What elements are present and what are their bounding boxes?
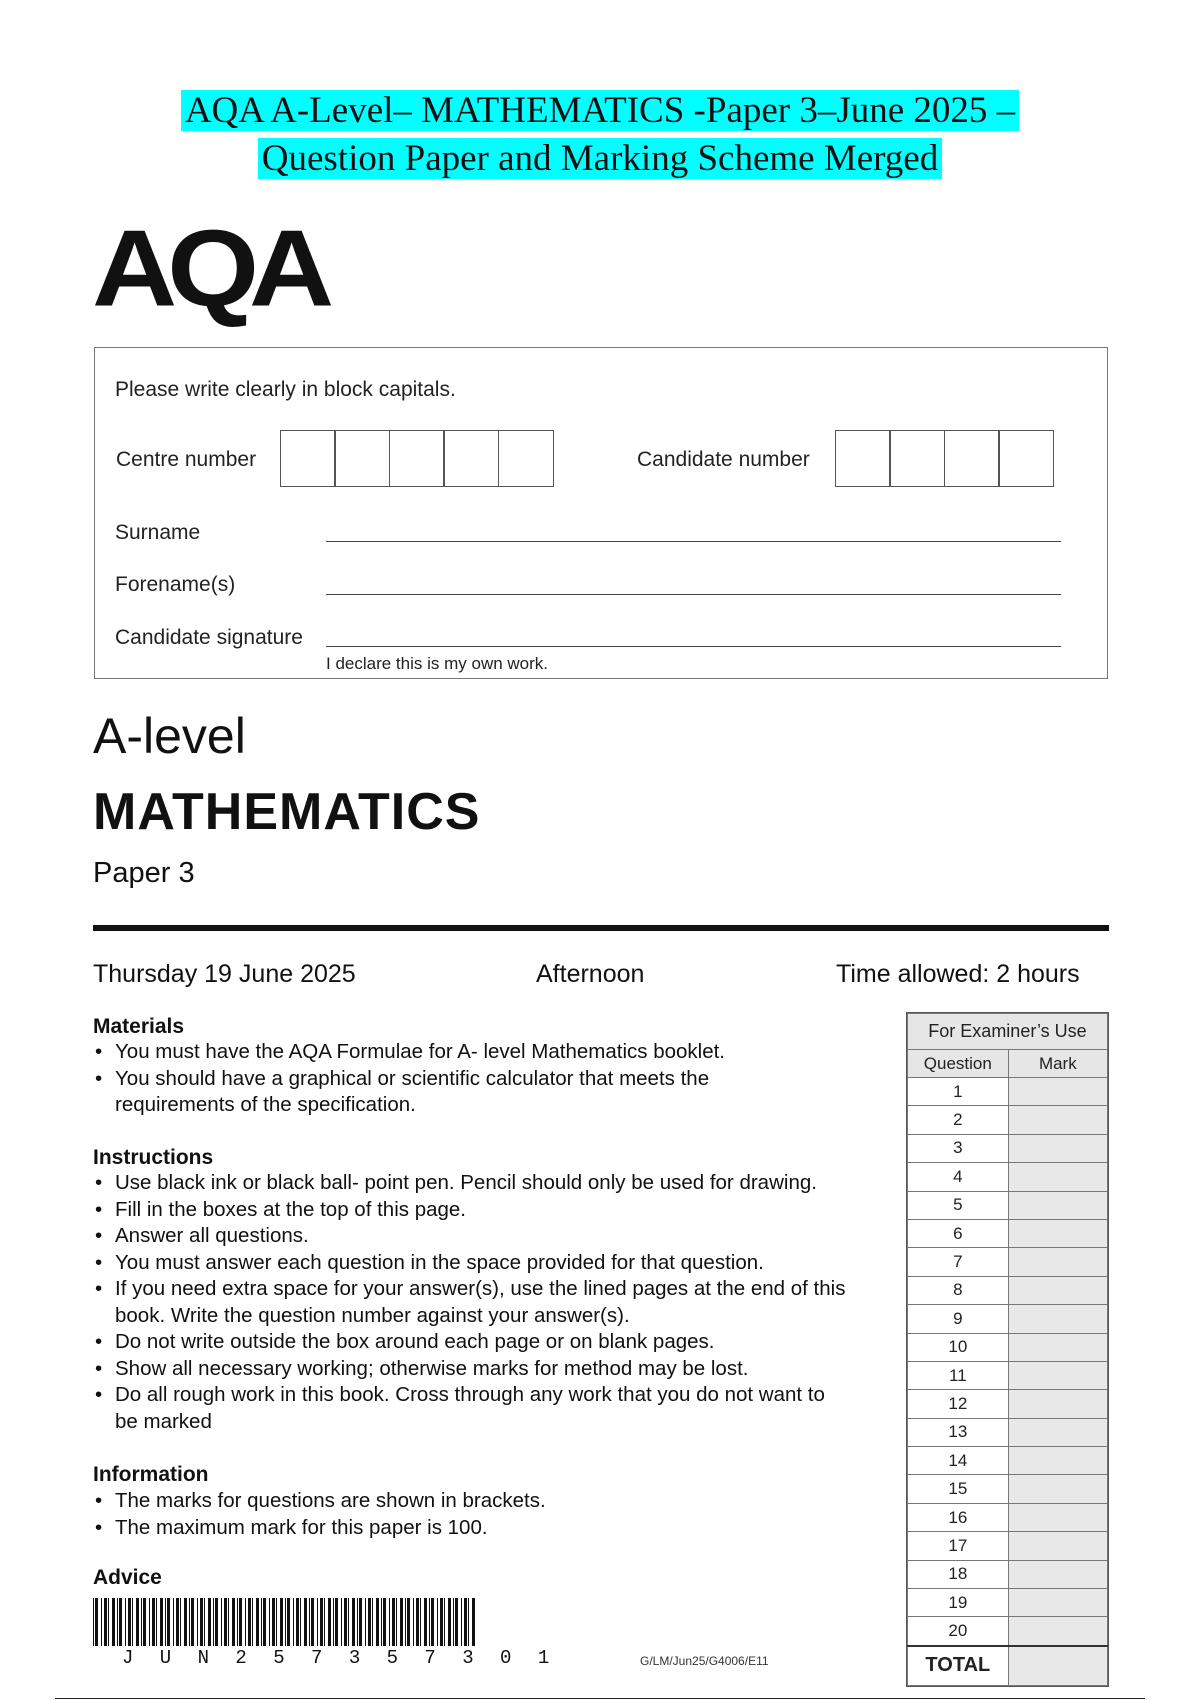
centre-number-digit-box[interactable]: [389, 430, 445, 487]
barcode-bar: [180, 1598, 181, 1646]
barcode-bar: [104, 1598, 107, 1646]
table-row: [908, 1589, 1108, 1617]
banner-subtitle-text: Question Paper and Marking Scheme Merged: [258, 138, 942, 179]
barcode-bar: [204, 1598, 205, 1646]
table-row: [908, 1106, 1108, 1134]
question-number-cell: 17: [908, 1532, 1009, 1560]
barcode-bar: [200, 1598, 203, 1646]
question-number-cell: 14: [908, 1447, 1009, 1475]
list-item: • You must answer each question in the space provided for that question.: [93, 1250, 883, 1277]
question-number-cell: 5: [908, 1191, 1009, 1219]
barcode-bar: [300, 1598, 301, 1646]
barcode-bar: [112, 1598, 115, 1646]
materials-list: [93, 1039, 883, 1119]
declaration-text: I declare this is my own work.: [326, 654, 549, 673]
barcode-bar: [176, 1598, 179, 1646]
paper-number: Paper 3: [93, 857, 195, 889]
barcode-bar: [324, 1598, 325, 1646]
barcode-bar: [455, 1598, 458, 1646]
list-item: • Do not write outside the box around each page or on blank pages.: [93, 1329, 883, 1356]
question-column-header: Question: [908, 1050, 1009, 1078]
barcode-bar: [320, 1598, 323, 1646]
aqa-logo: AQA: [92, 207, 325, 330]
time-allowed: Time allowed: 2 hours: [836, 960, 1080, 988]
question-number-cell: 2: [908, 1106, 1009, 1134]
barcode-bar: [344, 1598, 347, 1646]
table-row: [908, 1333, 1108, 1361]
barcode-bar: [101, 1598, 102, 1646]
surname-field[interactable]: [326, 541, 1061, 542]
table-row: [908, 1134, 1108, 1162]
examiner-table-title: For Examiner’s Use: [908, 1014, 1108, 1050]
barcode-bar: [149, 1598, 150, 1646]
mark-cell[interactable]: [1008, 1532, 1107, 1560]
barcode-bar: [252, 1598, 253, 1646]
barcode-bar: [119, 1598, 122, 1646]
barcode-bar: [93, 1598, 94, 1646]
instructions-list: [93, 1170, 883, 1435]
page-bottom-rule: [55, 1698, 1145, 1699]
centre-number-digit-box[interactable]: [280, 430, 336, 487]
barcode-bar: [453, 1598, 454, 1646]
list-item: • You should have a graphical or scientific calculator that meets the requirements of the specification.: [93, 1066, 775, 1119]
barcode-bar: [215, 1598, 218, 1646]
document-banner-line-2: [0, 136, 1200, 182]
paper-reference-code: G/LM/Jun25/G4006/E11: [640, 1654, 769, 1668]
barcode-bar: [311, 1598, 314, 1646]
barcode-bar: [152, 1598, 155, 1646]
barcode-bar: [173, 1598, 174, 1646]
question-number-cell: 9: [908, 1305, 1009, 1333]
table-row: [908, 1361, 1108, 1389]
mark-cell[interactable]: [1008, 1163, 1107, 1191]
mark-cell[interactable]: [1008, 1361, 1107, 1389]
candidate-number-digit-box[interactable]: [835, 430, 891, 487]
barcode: [93, 1598, 477, 1646]
barcode-bar: [335, 1598, 338, 1646]
table-row: [908, 1532, 1108, 1560]
barcode-bar: [365, 1598, 366, 1646]
barcode-bar: [287, 1598, 290, 1646]
mark-cell[interactable]: [1008, 1106, 1107, 1134]
barcode-bar: [143, 1598, 146, 1646]
forename-label: Forename(s): [115, 573, 236, 596]
barcode-bar: [95, 1598, 98, 1646]
mark-cell[interactable]: [1008, 1418, 1107, 1446]
list-item: • Do all rough work in this book. Cross through any work that you do not want to be marked: [93, 1382, 835, 1435]
mark-cell[interactable]: [1008, 1447, 1107, 1475]
table-row: [908, 1503, 1108, 1531]
barcode-bar: [381, 1598, 382, 1646]
mark-cell[interactable]: [1008, 1333, 1107, 1361]
question-number-cell: 3: [908, 1134, 1009, 1162]
barcode-bar: [248, 1598, 251, 1646]
centre-number-boxes[interactable]: [281, 430, 554, 487]
table-row: [908, 1078, 1108, 1106]
barcode-bar: [437, 1598, 438, 1646]
barcode-bar: [165, 1598, 166, 1646]
barcode-bar: [191, 1598, 194, 1646]
candidate-number-digit-box[interactable]: [944, 430, 1000, 487]
barcode-bar: [189, 1598, 190, 1646]
list-item: • Use black ink or black ball- point pen. Pencil should only be used for drawing.: [93, 1170, 883, 1197]
signature-field[interactable]: [326, 646, 1061, 647]
barcode-bar: [304, 1598, 307, 1646]
barcode-bar: [372, 1598, 373, 1646]
mark-cell[interactable]: [1008, 1248, 1107, 1276]
list-item: • If you need extra space for your answer(s), use the lined pages at the end of this book. Write the question number against your answer(s).: [93, 1276, 855, 1329]
barcode-bar: [280, 1598, 283, 1646]
centre-number-label: Centre number: [116, 448, 257, 471]
question-number-cell: 12: [908, 1390, 1009, 1418]
mark-cell[interactable]: [1008, 1617, 1107, 1646]
barcode-bar: [160, 1598, 163, 1646]
total-mark-cell[interactable]: [1008, 1646, 1107, 1686]
barcode-bar: [389, 1598, 390, 1646]
table-row: [908, 1163, 1108, 1191]
list-item: • The maximum mark for this paper is 100.: [93, 1515, 883, 1542]
candidate-number-digit-box[interactable]: [889, 430, 945, 487]
question-number-cell: 11: [908, 1361, 1009, 1389]
barcode-bar: [357, 1598, 358, 1646]
candidate-number-digit-box[interactable]: [998, 430, 1054, 487]
barcode-bar: [263, 1598, 266, 1646]
barcode-bar: [309, 1598, 310, 1646]
barcode-bar: [184, 1598, 187, 1646]
exam-date: Thursday 19 June 2025: [93, 960, 356, 988]
mark-cell[interactable]: [1008, 1078, 1107, 1106]
total-label: TOTAL: [908, 1646, 1009, 1686]
question-number-cell: 1: [908, 1078, 1009, 1106]
barcode-bar: [328, 1598, 331, 1646]
banner-title-text: AQA A-Level– MATHEMATICS -Paper 3–June 2025 –: [181, 90, 1019, 131]
list-item: • Answer all questions.: [93, 1223, 883, 1250]
list-item: • Show all necessary working; otherwise marks for method may be lost.: [93, 1356, 883, 1383]
barcode-bar: [420, 1598, 421, 1646]
barcode-bar: [293, 1598, 294, 1646]
barcode-bar: [405, 1598, 406, 1646]
question-number-cell: 10: [908, 1333, 1009, 1361]
barcode-bar: [383, 1598, 386, 1646]
mark-cell[interactable]: [1008, 1589, 1107, 1617]
candidate-number-boxes[interactable]: [836, 430, 1054, 487]
table-row: [908, 1219, 1108, 1247]
table-row: [908, 1276, 1108, 1304]
barcode-bar: [261, 1598, 262, 1646]
barcode-bar: [440, 1598, 443, 1646]
question-number-cell: 7: [908, 1248, 1009, 1276]
question-number-cell: 19: [908, 1589, 1009, 1617]
question-number-cell: 8: [908, 1276, 1009, 1304]
barcode-bar: [167, 1598, 170, 1646]
barcode-bar: [136, 1598, 139, 1646]
barcode-bar: [237, 1598, 238, 1646]
barcode-bar: [117, 1598, 118, 1646]
mark-column-header: Mark: [1008, 1050, 1107, 1078]
barcode-bar: [125, 1598, 126, 1646]
table-row: [908, 1418, 1108, 1446]
barcode-bar: [317, 1598, 318, 1646]
barcode-bar: [213, 1598, 214, 1646]
question-number-cell: 4: [908, 1163, 1009, 1191]
barcode-bar: [368, 1598, 371, 1646]
forename-field[interactable]: [326, 594, 1061, 595]
table-row: [908, 1475, 1108, 1503]
mark-cell[interactable]: [1008, 1503, 1107, 1531]
barcode-bar: [444, 1598, 445, 1646]
barcode-bar: [429, 1598, 430, 1646]
barcode-bar: [256, 1598, 259, 1646]
barcode-bar: [352, 1598, 355, 1646]
examiner-use-table: [906, 1012, 1109, 1687]
barcode-bar: [272, 1598, 275, 1646]
candidate-number-label: Candidate number: [637, 448, 810, 471]
barcode-bar: [269, 1598, 270, 1646]
centre-number-digit-box[interactable]: [498, 430, 554, 487]
question-number-cell: 6: [908, 1219, 1009, 1247]
barcode-bar: [431, 1598, 434, 1646]
table-row: [908, 1617, 1108, 1646]
question-number-cell: 15: [908, 1475, 1009, 1503]
barcode-bar: [448, 1598, 451, 1646]
barcode-bar: [108, 1598, 109, 1646]
centre-number-digit-box[interactable]: [334, 430, 390, 487]
barcode-bar: [400, 1598, 403, 1646]
block-capitals-instruction: Please write clearly in block capitals.: [115, 378, 456, 401]
table-row: [908, 1447, 1108, 1475]
barcode-bar: [359, 1598, 362, 1646]
mark-cell[interactable]: [1008, 1219, 1107, 1247]
list-item: • Fill in the boxes at the top of this page.: [93, 1197, 883, 1224]
barcode-bar: [232, 1598, 235, 1646]
barcode-bar: [197, 1598, 198, 1646]
barcode-bar: [141, 1598, 142, 1646]
barcode-bar: [296, 1598, 299, 1646]
barcode-bar: [285, 1598, 286, 1646]
mark-cell[interactable]: [1008, 1276, 1107, 1304]
barcode-bar: [407, 1598, 410, 1646]
question-number-cell: 18: [908, 1560, 1009, 1588]
barcode-bar: [239, 1598, 242, 1646]
surname-label: Surname: [115, 521, 201, 544]
barcode-bar: [416, 1598, 419, 1646]
signature-label: Candidate signature: [115, 626, 303, 649]
barcode-bar: [221, 1598, 222, 1646]
mark-cell[interactable]: [1008, 1134, 1107, 1162]
barcode-bar: [156, 1598, 157, 1646]
barcode-bar: [376, 1598, 379, 1646]
mark-cell[interactable]: [1008, 1560, 1107, 1588]
table-row: [908, 1305, 1108, 1333]
question-number-cell: 16: [908, 1503, 1009, 1531]
question-number-cell: 20: [908, 1617, 1009, 1646]
barcode-bar: [472, 1598, 475, 1646]
barcode-bar: [424, 1598, 427, 1646]
centre-number-digit-box[interactable]: [443, 430, 499, 487]
mark-cell[interactable]: [1008, 1390, 1107, 1418]
table-row: [908, 1248, 1108, 1276]
barcode-number: J U N 2 5 7 3 5 7 3 0 1: [122, 1647, 557, 1669]
title-divider: [93, 925, 1109, 931]
table-row: [908, 1191, 1108, 1219]
mark-cell[interactable]: [1008, 1305, 1107, 1333]
barcode-bar: [208, 1598, 211, 1646]
subject-title: MATHEMATICS: [93, 783, 481, 841]
barcode-bar: [341, 1598, 342, 1646]
barcode-bar: [348, 1598, 349, 1646]
barcode-bar: [245, 1598, 246, 1646]
barcode-bar: [224, 1598, 227, 1646]
barcode-bar: [461, 1598, 462, 1646]
instructions-heading: Instructions: [93, 1146, 214, 1169]
materials-heading: Materials: [93, 1015, 185, 1038]
mark-cell[interactable]: [1008, 1475, 1107, 1503]
exam-session: Afternoon: [536, 960, 645, 988]
barcode-bar: [396, 1598, 397, 1646]
table-row: [908, 1390, 1108, 1418]
mark-cell[interactable]: [1008, 1191, 1107, 1219]
barcode-bar: [464, 1598, 467, 1646]
question-number-cell: 13: [908, 1418, 1009, 1446]
barcode-bar: [228, 1598, 229, 1646]
table-row: [908, 1560, 1108, 1588]
list-item: • The marks for questions are shown in brackets.: [93, 1488, 883, 1515]
document-banner-line-1: [0, 88, 1200, 134]
information-list: [93, 1488, 883, 1541]
information-heading: Information: [93, 1463, 209, 1486]
candidate-details-box: [94, 347, 1108, 679]
list-item: • You must have the AQA Formulae for A- level Mathematics booklet.: [93, 1039, 883, 1066]
barcode-bar: [132, 1598, 133, 1646]
qualification-level: A-level: [93, 708, 246, 764]
barcode-bar: [128, 1598, 131, 1646]
barcode-bar: [468, 1598, 469, 1646]
advice-heading: Advice: [93, 1566, 162, 1589]
barcode-bar: [276, 1598, 277, 1646]
barcode-bar: [333, 1598, 334, 1646]
barcode-bar: [392, 1598, 395, 1646]
barcode-bar: [413, 1598, 414, 1646]
